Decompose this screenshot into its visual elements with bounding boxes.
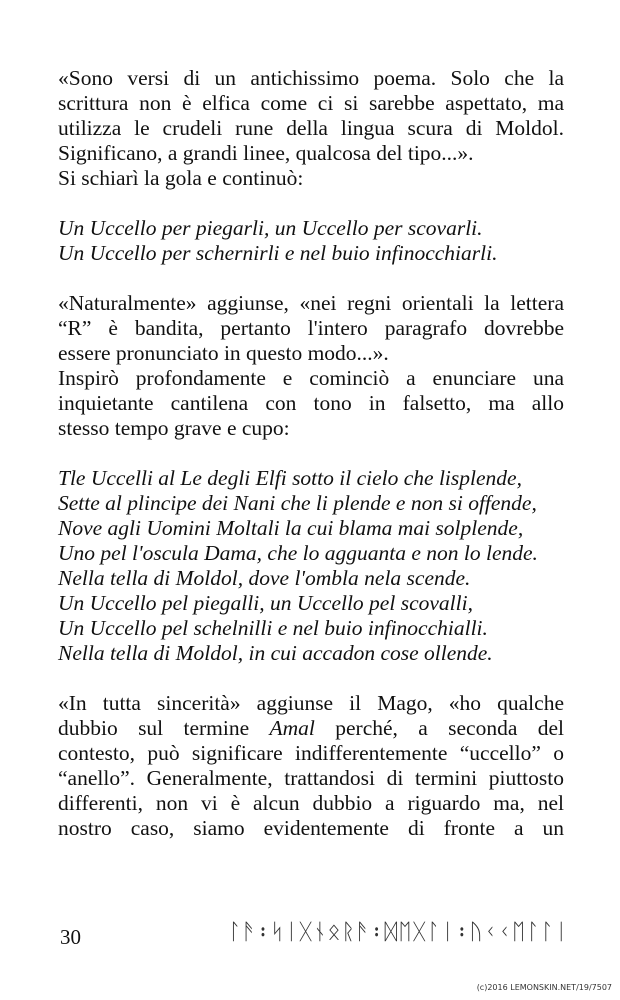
verse-line: Sette al plincipe dei Nani che li plende e non si offende, (58, 491, 537, 515)
text-line: «Naturalmente» aggiunse, «nei regni orientali la lettera (58, 291, 564, 315)
text-line: “anello”. Generalmente, trattandosi di termini piuttosto (58, 766, 564, 790)
text-line: essere pronunciato in questo modo...». (58, 341, 389, 365)
text-line: inquietante cantilena con tono in falsetto, ma allo (58, 391, 564, 415)
text-line: Si schiarì la gola e continuò: (58, 166, 304, 190)
verse-line: Un Uccello pel piegalli, un Uccello pel scovalli, (58, 591, 473, 615)
verse-line: Uno pel l'oscula Dama, che lo agguanta e non lo lende. (58, 541, 538, 565)
paragraph-1 (58, 66, 564, 191)
runic-book-title: ᛚᚫ᛬ᛋᛁᚷᚾᛟᚱᚫ᛬ᛞᛖᚷᛚᛁ᛬ᚢᚲᚲᛖᛚᛚᛁ (228, 920, 569, 945)
text-run: perché, a seconda del (314, 716, 564, 740)
paragraph-2 (58, 291, 564, 441)
page-number: 30 (60, 925, 81, 949)
book-page-body (58, 66, 564, 841)
emphasized-word: Amal (269, 716, 315, 740)
paragraph-spacer (58, 191, 564, 216)
verse-line: Tle Uccelli al Le degli Elfi sotto il cielo che lisplende, (58, 466, 522, 490)
text-line: differenti, non vi è alcun dubbio a riguardo ma, nel (58, 791, 564, 815)
text-line: contesto, può significare indifferentemente “uccello” o (58, 741, 564, 765)
paragraph-3 (58, 691, 564, 841)
verse-line: Nove agli Uomini Moltali la cui blama mai solplende, (58, 516, 524, 540)
paragraph-spacer (58, 441, 564, 466)
text-line: «Sono versi di un antichissimo poema. Solo che la (58, 66, 564, 90)
text-line: utilizza le crudeli rune della lingua scura di Moldol. (58, 116, 564, 140)
text-line: “R” è bandita, pertanto l'intero paragrafo dovrebbe (58, 316, 564, 340)
verse-line: Nella tella di Moldol, dove l'ombla nela scende. (58, 566, 471, 590)
copyright-notice: (c)2016 LEMONSKIN.NET/19/7507 (476, 983, 612, 992)
text-line: scrittura non è elfica come ci si sarebbe aspettato, ma (58, 91, 564, 115)
text-run: dubbio sul termine (58, 716, 270, 740)
text-line: Inspirò profondamente e cominciò a enunciare una (58, 366, 564, 390)
verse-1 (58, 216, 564, 266)
paragraph-spacer (58, 666, 564, 691)
text-line: stesso tempo grave e cupo: (58, 416, 290, 440)
text-line: nostro caso, siamo evidentemente di fronte a un (58, 816, 564, 840)
verse-2 (58, 466, 564, 666)
verse-line: Un Uccello per schernirli e nel buio infinocchiarli. (58, 241, 498, 265)
text-line: Significano, a grandi linee, qualcosa del tipo...». (58, 141, 474, 165)
text-line: «In tutta sincerità» aggiunse il Mago, «ho qualche (58, 691, 564, 715)
verse-line: Nella tella di Moldol, in cui accadon cose ollende. (58, 641, 493, 665)
paragraph-spacer (58, 266, 564, 291)
text-line (58, 716, 564, 741)
verse-line: Un Uccello pel schelnilli e nel buio infinocchialli. (58, 616, 488, 640)
verse-line: Un Uccello per piegarli, un Uccello per scovarli. (58, 216, 483, 240)
